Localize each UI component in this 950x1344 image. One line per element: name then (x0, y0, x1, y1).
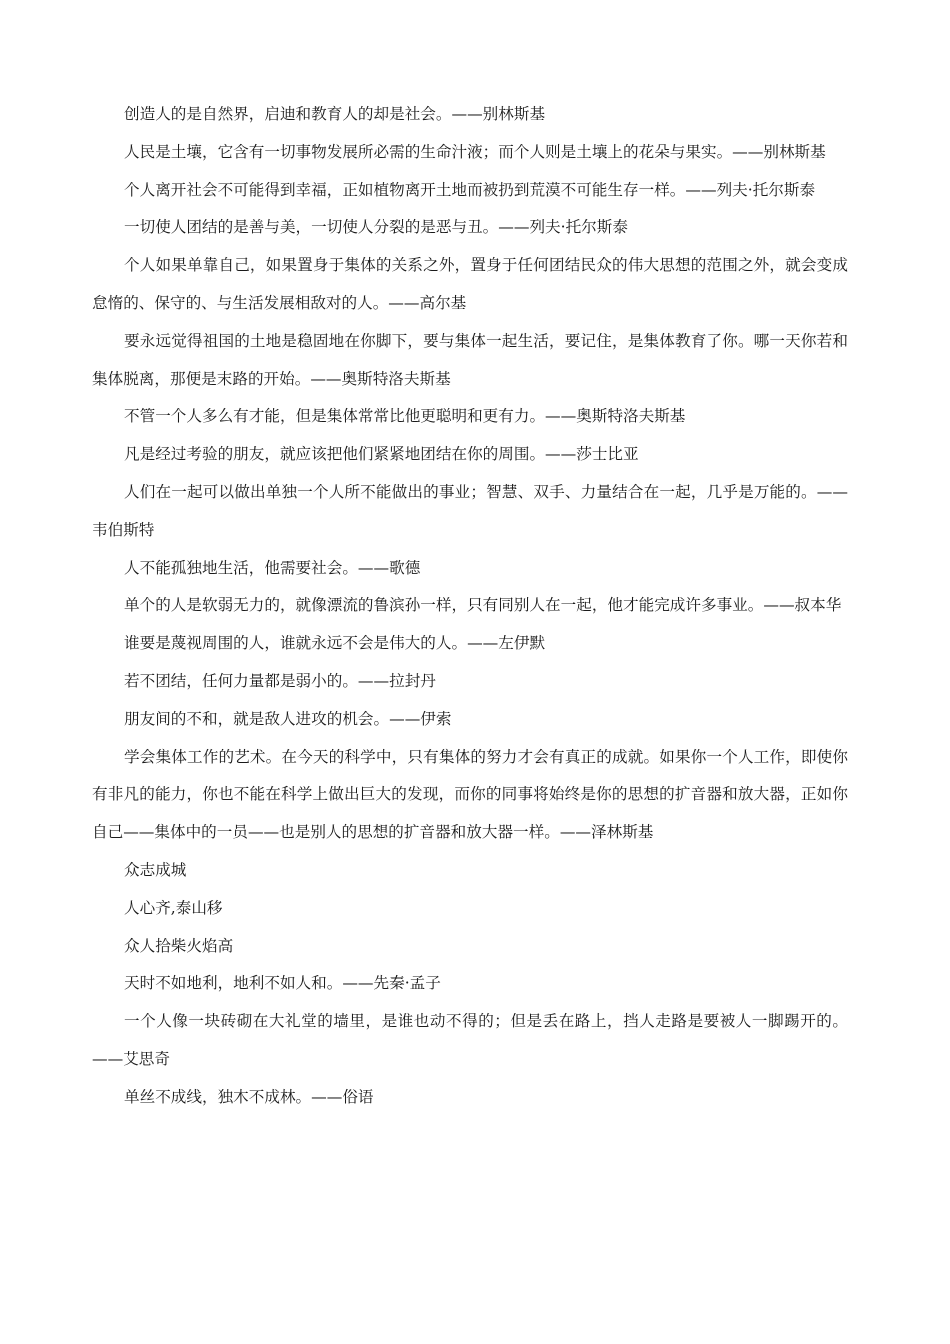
quote-paragraph: 创造人的是自然界，启迪和教育人的却是社会。——别林斯基 (124, 105, 546, 123)
quote-paragraph: 人心齐,泰山移 (124, 898, 223, 917)
quote-paragraph: 众人拾柴火焰高 (124, 936, 234, 955)
quote-paragraph: 人民是土壤，它含有一切事物发展所必需的生命汁液；而个人则是土壤上的花朵与果实。——别林斯基 (124, 142, 826, 161)
quote-paragraph: 人不能孤独地生活，他需要社会。——歌德 (124, 558, 421, 577)
quote-paragraph: 个人离开社会不可能得到幸福，正如植物离开土地而被扔到荒漠不可能生存一样。——列夫·托尔斯泰 (124, 180, 816, 199)
quote-paragraph: 不管一个人多么有才能，但是集体常常比他更聪明和更有力。——奥斯特洛夫斯基 (124, 407, 686, 426)
quote-paragraph: 一个人像一块砖砌在大礼堂的墙里，是谁也动不得的；但是丢在路上，挡人走路是要被人一脚踢开的。——艾思奇 (92, 1012, 848, 1068)
quote-paragraph: 个人如果单靠自己，如果置身于集体的关系之外，置身于任何团结民众的伟大思想的范围之外，就会变成怠惰的、保守的、与生活发展相敌对的人。——高尔基 (92, 256, 848, 312)
quote-document (92, 96, 848, 1117)
quote-paragraph: 若不团结，任何力量都是弱小的。——拉封丹 (124, 671, 436, 690)
quote-paragraph: 学会集体工作的艺术。在今天的科学中，只有集体的努力才会有真正的成就。如果你一个人工作，即使你有非凡的能力，你也不能在科学上做出巨大的发现，而你的同事将始终是你的思想的扩音器和放大器，正如你自己——集体中的一员——也是别人的思想的扩音器和放大器一样。——泽林斯基 (92, 747, 848, 842)
quote-paragraph: 一切使人团结的是善与美，一切使人分裂的是恶与丑。——列夫·托尔斯泰 (124, 218, 628, 237)
quote-paragraph: 人们在一起可以做出单独一个人所不能做出的事业；智慧、双手、力量结合在一起，几乎是万能的。——韦伯斯特 (92, 482, 848, 539)
quote-paragraph: 单丝不成线，独木不成林。——俗语 (124, 1087, 374, 1106)
quote-paragraph: 要永远觉得祖国的土地是稳固地在你脚下，要与集体一起生活，要记住，是集体教育了你。哪一天你若和集体脱离，那便是末路的开始。——奥斯特洛夫斯基 (92, 331, 848, 388)
quote-paragraph: 单个的人是软弱无力的，就像漂流的鲁滨孙一样，只有同别人在一起，他才能完成许多事业。——叔本华 (124, 596, 842, 615)
quote-paragraph: 谁要是蔑视周围的人，谁就永远不会是伟大的人。——左伊默 (124, 634, 546, 653)
quote-paragraph: 凡是经过考验的朋友，就应该把他们紧紧地团结在你的周围。——莎士比亚 (124, 445, 639, 464)
quote-paragraph: 朋友间的不和，就是敌人进攻的机会。——伊索 (124, 709, 452, 728)
quote-paragraph: 众志成城 (124, 860, 187, 879)
quote-paragraph: 天时不如地利，地利不如人和。——先秦·孟子 (124, 974, 441, 993)
